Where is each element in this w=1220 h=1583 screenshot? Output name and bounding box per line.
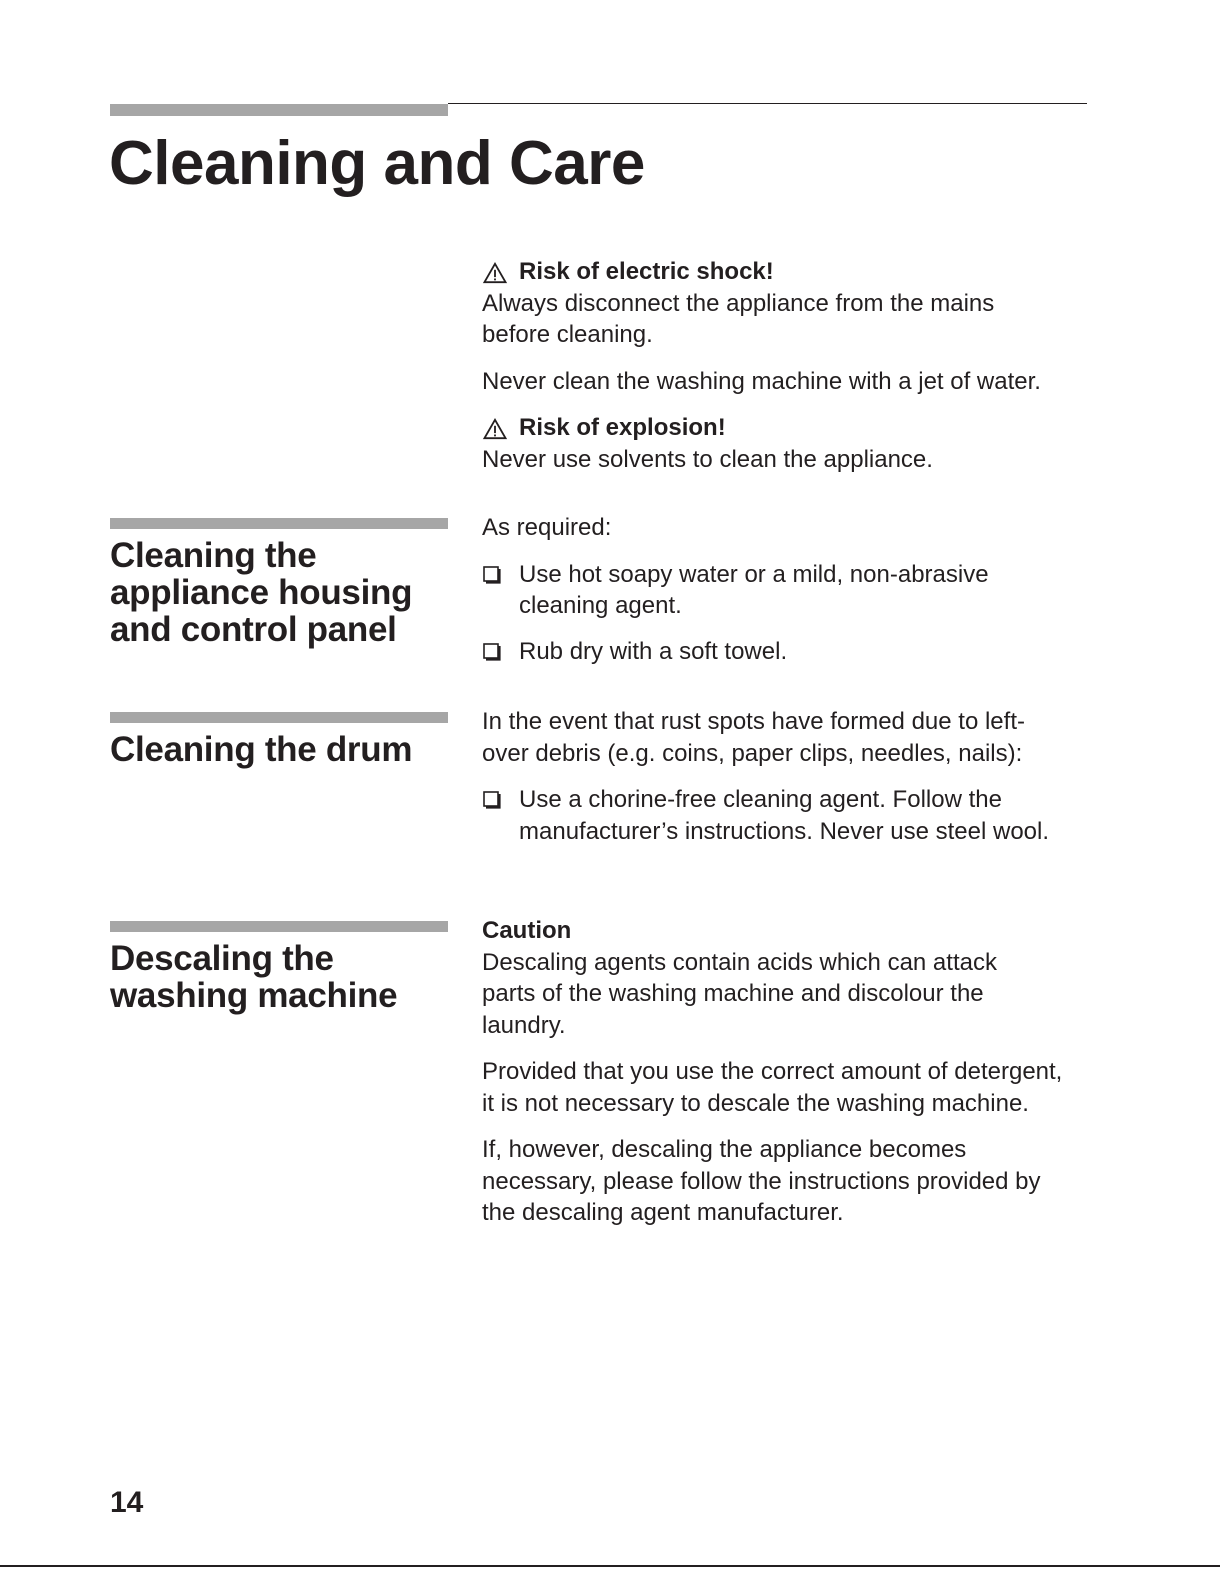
section-accent-bar (110, 921, 448, 932)
shock-heading-text: Risk of electric shock! (519, 258, 774, 285)
section-heading-descaling (110, 940, 448, 1014)
warning-heading (482, 256, 1092, 288)
checkbox-icon (483, 566, 501, 584)
descaling-paragraph-1: Provided that you use the correct amount of detergent, it is not necessary to descale the washing machine. (482, 1058, 1063, 1117)
title-accent-bar (110, 104, 448, 116)
page-title: Cleaning and Care (109, 129, 645, 198)
section-housing-body (482, 512, 1042, 681)
descaling-paragraph-2: If, however, descaling the appliance becomes necessary, please follow the instructions provided by the descaling agent manufacturer. (482, 1136, 1041, 1226)
section-heading-housing (110, 537, 448, 648)
drum-list (482, 784, 1082, 847)
list-item-text: Use a chorine-free cleaning agent. Follow the manufacturer’s instructions. Never use steel wool. (519, 786, 1050, 845)
warning-heading (482, 412, 1092, 444)
checkbox-icon (483, 791, 501, 809)
list-item-text: Use hot soapy water or a mild, non-abrasive cleaning agent. (519, 560, 989, 619)
list-item (482, 559, 1042, 622)
explosion-text: Never use solvents to clean the appliance. (482, 445, 933, 473)
caution-heading: Caution (482, 917, 572, 944)
housing-list (482, 559, 1042, 668)
section-heading-drum: Cleaning the drum (110, 730, 413, 769)
section-descaling-body (482, 915, 1072, 1244)
section-accent-bar (110, 518, 448, 529)
list-item-text: Rub dry with a soft towel. (519, 637, 788, 665)
checkbox-icon (483, 643, 501, 661)
title-rule (448, 103, 1087, 104)
electric-shock-warning (482, 256, 1092, 351)
housing-lead: As required: (482, 514, 612, 541)
heading-line: Descaling the (110, 939, 334, 978)
list-item (482, 784, 1082, 847)
drum-lead: In the event that rust spots have formed due to left-over debris (e.g. coins, paper clips, needles, nails): (482, 708, 1025, 767)
explosion-warning (482, 412, 1092, 475)
section-drum-body (482, 706, 1082, 861)
explosion-heading-text: Risk of explosion! (519, 414, 726, 441)
bottom-rule (0, 1565, 1220, 1567)
warning-triangle-icon (482, 418, 508, 440)
caution-block (482, 915, 1072, 1041)
heading-line: appliance housing (110, 573, 413, 612)
section-housing-heading-block (110, 518, 448, 648)
caution-text: Descaling agents contain acids which can attack parts of the washing machine and discolour the laundry. (482, 948, 997, 1039)
section-descaling-heading-block (110, 921, 448, 1014)
safety-warnings (482, 256, 1092, 490)
heading-line: and control panel (110, 610, 397, 649)
heading-line: washing machine (110, 976, 398, 1015)
list-item (482, 636, 1042, 668)
page-number: 14 (110, 1486, 144, 1519)
heading-line: Cleaning the (110, 536, 317, 575)
section-drum-heading-block (110, 712, 448, 768)
water-jet-note: Never clean the washing machine with a jet of water. (482, 367, 1041, 395)
section-accent-bar (110, 712, 448, 723)
shock-text: Always disconnect the appliance from the mains before cleaning. (482, 289, 995, 348)
warning-triangle-icon (482, 262, 508, 284)
